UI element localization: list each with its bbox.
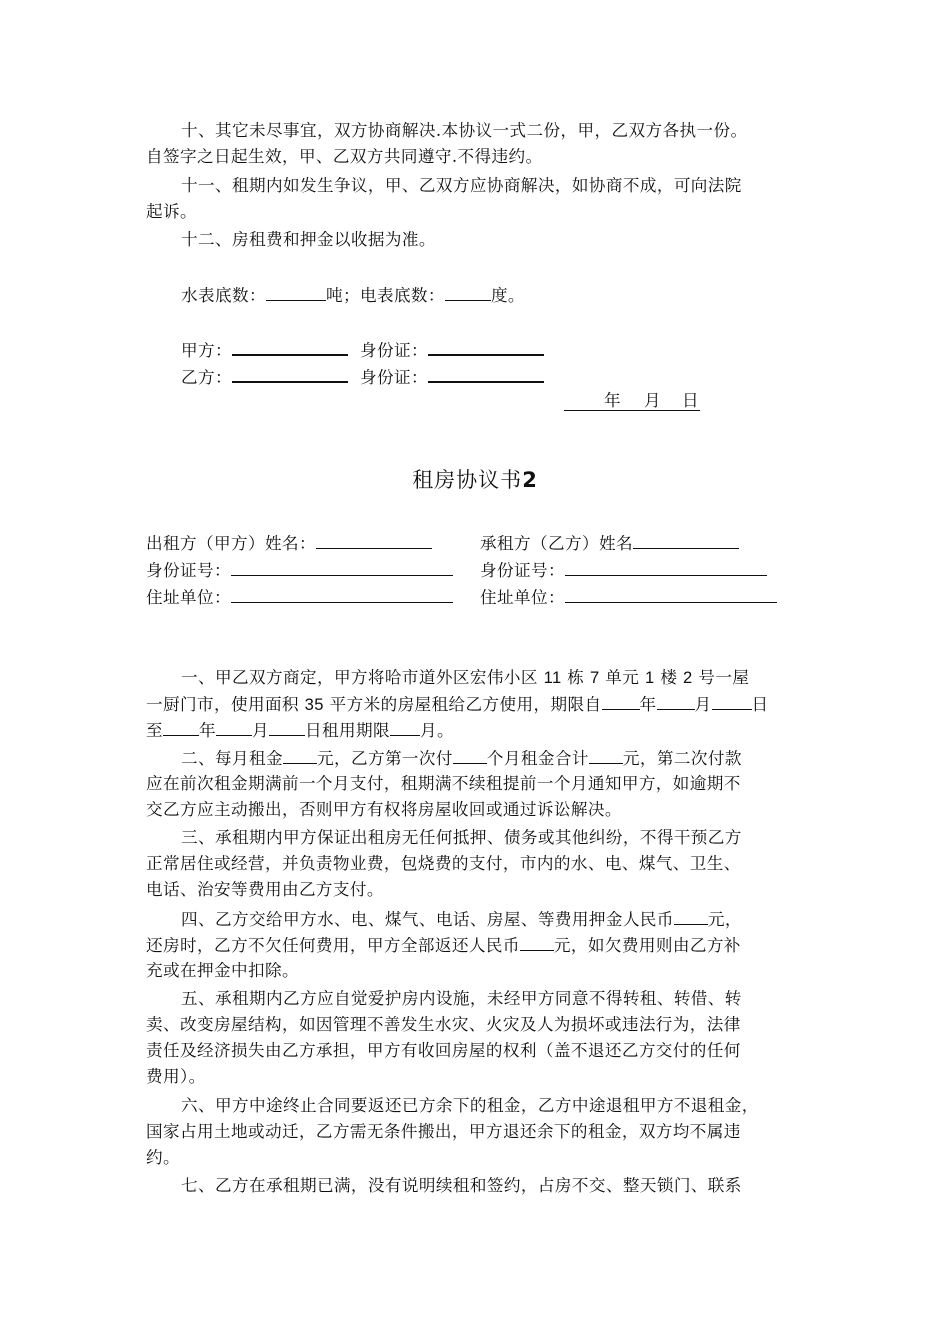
clause-5-line1: 五、承租期内乙方应自觉爱护房内设施，未经甲方同意不得转租、转借、转	[181, 989, 742, 1008]
clause-1-text-f: 一厨门市，使用面积	[146, 695, 299, 714]
party-b-id-blank[interactable]	[428, 363, 544, 383]
start-day-label: 日	[751, 695, 769, 714]
party-a-id-label: 身份证：	[359, 341, 428, 360]
clause-11-line2: 起诉。	[146, 202, 197, 221]
electric-meter-blank[interactable]	[445, 282, 491, 301]
clause-4-line3: 充或在押金中扣除。	[146, 961, 299, 980]
tenant-address-row	[480, 584, 777, 611]
party-a-id-blank[interactable]	[428, 336, 544, 356]
landlord-id-blank[interactable]	[231, 557, 453, 576]
refund-amount-blank[interactable]	[520, 932, 554, 951]
clause-1-text-g: 平方米的房屋租给乙方使用，期限自	[329, 695, 602, 714]
floor-number: 1	[644, 668, 655, 687]
clause-2-text-a: 二、每月租金	[181, 749, 283, 768]
clause-1-line2	[146, 691, 769, 718]
clause-10-line1: 十、其它未尽事宜，双方协商解决.本协议一式二份，甲，乙双方各执一份。	[181, 121, 748, 140]
start-year-blank[interactable]	[602, 691, 640, 710]
clause-1-text-b: 栋	[567, 668, 585, 687]
tenant-name-blank[interactable]	[633, 530, 739, 549]
lease-months-blank[interactable]	[390, 717, 420, 736]
start-day-blank[interactable]	[712, 691, 752, 710]
clause-4-text-d: 元，如欠费用则由乙方补	[553, 936, 741, 955]
clause-2-line2: 应在前次租金期满前一个月支付，租期满不续租提前一个月通知甲方，如逾期不	[146, 774, 741, 793]
water-meter-unit: 吨；电表底数：	[325, 286, 445, 305]
party-b-signature-row	[181, 363, 544, 391]
clause-2-line3: 交乙方应主动搬出，否则甲方有权将房屋收回或通过诉讼解决。	[146, 800, 622, 819]
water-meter-label: 水表底数：	[181, 286, 266, 305]
meter-readings	[181, 282, 525, 309]
clause-10-line2: 自签字之日起生效，甲、乙双方共同遵守.不得违约。	[146, 147, 543, 166]
start-month-blank[interactable]	[657, 691, 695, 710]
clause-5-line3: 责任及经济损失由乙方承担，甲方有收回房屋的权利（盖不退还乙方交付的任何	[146, 1041, 741, 1060]
clause-1-line1	[181, 665, 749, 691]
end-day-blank[interactable]	[269, 717, 305, 736]
party-b-id-label: 身份证：	[359, 368, 428, 387]
signing-date[interactable]	[564, 388, 700, 411]
party-a-signature-row	[181, 336, 544, 364]
clause-5-line4: 费用）。	[146, 1067, 206, 1086]
clause-4-text-c: 还房时，乙方不欠任何费用，甲方全部返还人民币	[146, 936, 520, 955]
landlord-address-blank[interactable]	[231, 584, 453, 603]
clause-2-text-d: 元，第二次付款	[622, 749, 742, 768]
clause-2-text-c: 个月租金合计	[486, 749, 589, 768]
tenant-id-blank[interactable]	[565, 557, 767, 576]
lease-months-label: 月。	[419, 721, 454, 740]
clause-3-line3: 电话、治安等费用由乙方支付。	[146, 880, 384, 899]
date-day: 日	[682, 391, 699, 410]
monthly-rent-blank[interactable]	[283, 745, 317, 764]
electric-meter-unit: 度。	[490, 286, 525, 305]
party-a-blank[interactable]	[232, 336, 348, 356]
first-payment-months-blank[interactable]	[453, 745, 487, 764]
tenant-id-label: 身份证号：	[480, 561, 565, 580]
clause-4-line1	[181, 906, 742, 933]
landlord-id-label: 身份证号：	[146, 561, 231, 580]
clause-4-text-b: 元，	[707, 910, 742, 929]
clause-6-line3: 约。	[146, 1148, 180, 1167]
clause-1-line3	[146, 717, 454, 744]
date-year: 年	[604, 391, 621, 410]
clause-3-line1: 三、承租期内甲方保证出租房无任何抵押、债务或其他纠纷，不得干预乙方	[181, 828, 742, 847]
clause-2-line1	[181, 745, 742, 772]
clause-1-text-a: 一、甲乙双方商定，甲方将哈市道外区宏伟小区	[181, 668, 538, 687]
clause-6-line1: 六、甲方中途终止合同要返还已方余下的租金，乙方中途退租甲方不退租金，	[181, 1096, 759, 1115]
end-month-blank[interactable]	[216, 717, 252, 736]
clause-2-text-b: 元，乙方第一次付	[316, 749, 453, 768]
building-number: 11	[543, 668, 562, 687]
start-year-label: 年	[639, 695, 657, 714]
unit-number: 7	[589, 668, 600, 687]
landlord-name-blank[interactable]	[316, 530, 432, 549]
tenant-address-blank[interactable]	[565, 584, 777, 603]
landlord-name-row	[146, 530, 432, 557]
party-a-label: 甲方：	[181, 341, 232, 360]
clause-5-line2: 卖、改变房屋结构，如因管理不善发生水灾、火灾及人为损坏或违法行为，法律	[146, 1015, 741, 1034]
clause-11-line1: 十一、租期内如发生争议，甲、乙双方应协商解决，如协商不成，可向法院	[181, 176, 742, 195]
landlord-name-label: 出租方（甲方）姓名：	[146, 534, 316, 553]
end-month-label: 月	[252, 721, 269, 740]
lease-term-label: 日租用期限	[305, 721, 390, 740]
landlord-id-row	[146, 557, 453, 584]
landlord-address-label: 住址单位：	[146, 588, 231, 607]
clause-1-to: 至	[146, 721, 163, 740]
clause-3-line2: 正常居住或经营，并负责物业费，包烧费的支付，市内的水、电、煤气、卫生、	[146, 854, 741, 873]
clause-12: 十二、房租费和押金以收据为准。	[181, 230, 436, 249]
clause-4-text-a: 四、乙方交给甲方水、电、煤气、电话、房屋、等费用押金人民币	[181, 910, 674, 929]
first-payment-total-blank[interactable]	[589, 745, 623, 764]
end-year-label: 年	[199, 721, 216, 740]
party-b-label: 乙方：	[181, 368, 232, 387]
clause-7-line1: 七、乙方在承租期已满，没有说明续租和签约，占房不交、整天锁门、联系	[181, 1176, 742, 1195]
clause-1-text-e: 号一屋	[698, 668, 750, 687]
agreement-title-text: 租房协议书	[412, 468, 523, 492]
end-year-blank[interactable]	[163, 717, 199, 736]
clause-1-text-c: 单元	[605, 668, 640, 687]
date-month: 月	[644, 391, 661, 410]
deposit-amount-blank[interactable]	[674, 906, 708, 925]
tenant-name-label: 承租方（乙方）姓名	[480, 534, 633, 553]
tenant-id-row	[480, 557, 767, 584]
water-meter-blank[interactable]	[266, 282, 326, 301]
agreement-title-number: 2	[522, 468, 538, 492]
landlord-address-row	[146, 584, 453, 611]
clause-1-text-d: 楼	[660, 668, 678, 687]
room-number: 2	[683, 668, 693, 687]
clause-6-line2: 国家占用土地或动迁，乙方需无条件搬出，甲方退还余下的租金，双方均不属违	[146, 1122, 741, 1141]
party-b-blank[interactable]	[232, 363, 348, 383]
clause-4-line2	[146, 932, 741, 959]
agreement-title	[0, 465, 950, 495]
start-month-label: 月	[694, 695, 712, 714]
tenant-address-label: 住址单位：	[480, 588, 565, 607]
area-value: 35	[304, 695, 324, 714]
tenant-name-row	[480, 530, 739, 557]
